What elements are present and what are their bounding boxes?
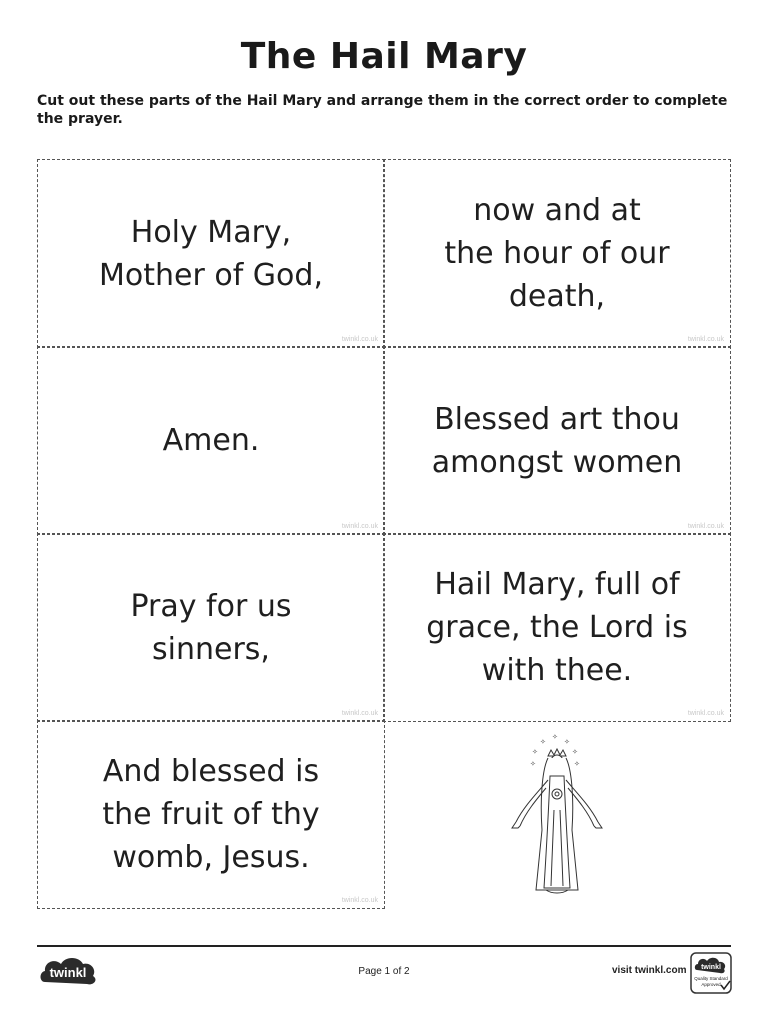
card-text: Amen. bbox=[162, 423, 260, 458]
instructions-text: Cut out these parts of the Hail Mary and arrange them in the correct order to complete the prayer. bbox=[37, 93, 728, 127]
footer-divider bbox=[37, 945, 731, 947]
badge-line2: Approved bbox=[701, 982, 721, 987]
card-watermark: twinkl.co.uk bbox=[341, 897, 378, 904]
prayer-card bbox=[37, 720, 385, 909]
visit-link[interactable]: visit twinkl.com bbox=[612, 965, 687, 976]
card-watermark: twinkl.co.uk bbox=[341, 336, 378, 343]
card-text: Pray for us sinners, bbox=[130, 588, 292, 667]
prayer-card bbox=[37, 533, 385, 722]
card-text: Blessed art thou amongst women bbox=[431, 401, 683, 480]
card-text: now and at the hour of our death, bbox=[444, 193, 670, 314]
prayer-card bbox=[383, 159, 731, 348]
svg-text:✧: ✧ bbox=[552, 732, 558, 741]
svg-text:✧: ✧ bbox=[564, 737, 570, 746]
svg-text:✧: ✧ bbox=[574, 759, 580, 768]
card-watermark: twinkl.co.uk bbox=[687, 523, 724, 530]
card-text: Hail Mary, full of grace, the Lord is with thee. bbox=[426, 567, 688, 688]
card-watermark: twinkl.co.uk bbox=[341, 710, 378, 717]
prayer-card bbox=[37, 159, 385, 348]
virgin-mary-illustration bbox=[502, 730, 612, 900]
prayer-card bbox=[383, 346, 731, 535]
card-watermark: twinkl.co.uk bbox=[687, 336, 724, 343]
prayer-card bbox=[37, 346, 385, 535]
card-text: Holy Mary, Mother of God, bbox=[99, 214, 323, 293]
svg-text:✧: ✧ bbox=[530, 759, 536, 768]
logo-text: twinkl bbox=[49, 965, 87, 980]
card-watermark: twinkl.co.uk bbox=[341, 523, 378, 530]
svg-text:✧: ✧ bbox=[572, 747, 578, 756]
badge-title: twinkl bbox=[701, 964, 721, 971]
svg-text:✧: ✧ bbox=[540, 737, 546, 746]
mary-illustration-card bbox=[383, 720, 731, 909]
card-watermark: twinkl.co.uk bbox=[687, 710, 724, 717]
svg-text:✧: ✧ bbox=[532, 747, 538, 756]
page-number: Page 1 of 2 bbox=[358, 966, 410, 977]
prayer-card bbox=[383, 533, 731, 722]
badge-line1: Quality Standard bbox=[694, 976, 728, 981]
cut-out-cards-grid bbox=[37, 159, 731, 909]
quality-standard-badge bbox=[690, 952, 732, 994]
card-text: And blessed is the fruit of thy womb, Jesus. bbox=[102, 754, 320, 875]
page-title: The Hail Mary bbox=[240, 36, 528, 77]
